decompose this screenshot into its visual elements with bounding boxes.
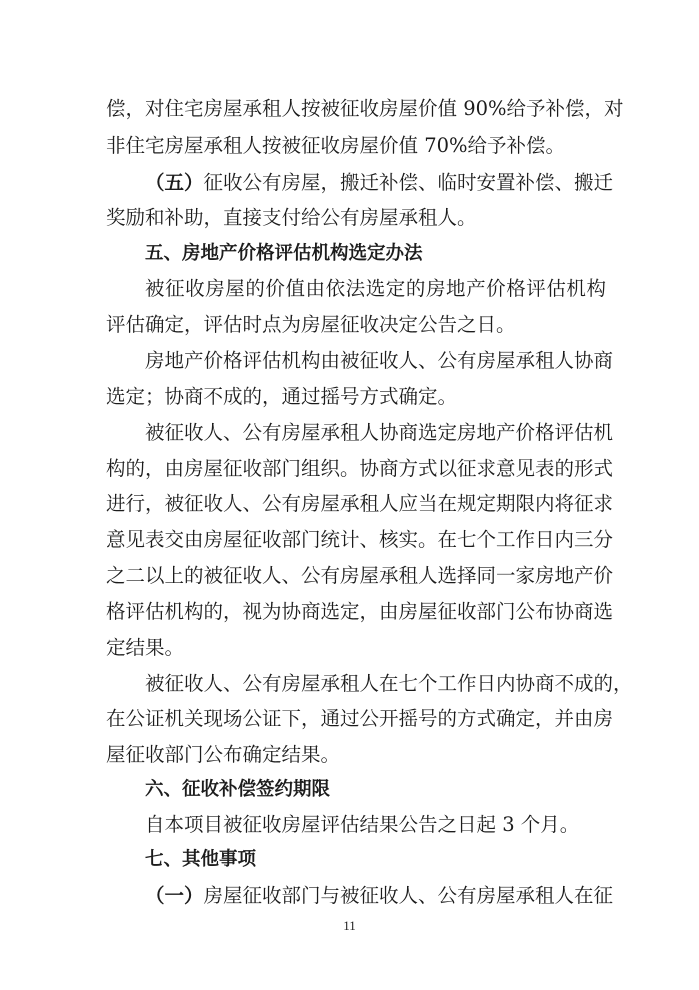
paragraph-line: 偿，对住宅房屋承租人按被征收房屋价值 90%给予补偿，对 — [106, 97, 624, 120]
section-heading-7: 七、其他事项 — [145, 849, 257, 870]
paragraph-line: 意见表交由房屋征收部门统计、核实。在七个工作日内三分 — [106, 528, 614, 551]
page-number: 11 — [343, 918, 356, 933]
item-marker: （五） — [145, 171, 204, 194]
paragraph-line: 评估确定，评估时点为房屋征收决定公告之日。 — [106, 313, 516, 336]
paragraph-line — [145, 883, 614, 909]
section-heading-6: 六、征收补偿签约期限 — [145, 779, 331, 800]
paragraph-line — [145, 170, 614, 196]
paragraph-line: 构的，由房屋征收部门组织。协商方式以征求意见表的形式 — [106, 457, 614, 480]
section-heading-5: 五、房地产价格评估机构选定办法 — [145, 243, 423, 264]
paragraph-line: 奖励和补助，直接支付给公有房屋承租人。 — [106, 206, 477, 229]
paragraph-text: 房屋征收部门与被征收人、公有房屋承租人在征 — [203, 884, 614, 907]
paragraph-text: 征收公有房屋，搬迁补偿、临时安置补偿、搬迁 — [203, 171, 614, 194]
paragraph-line: 被征收人、公有房屋承租人在七个工作日内协商不成的， — [145, 672, 633, 695]
paragraph-line: 定结果。 — [106, 636, 185, 659]
paragraph-line: 在公证机关现场公证下，通过公开摇号的方式确定，并由房 — [106, 707, 614, 730]
paragraph-line: 之二以上的被征收人、公有房屋承租人选择同一家房地产价 — [106, 564, 614, 587]
paragraph-line: 格评估机构的，视为协商选定，由房屋征收部门公布协商选 — [106, 600, 614, 623]
paragraph-line: 非住宅房屋承租人按被征收房屋价值 70%给予补偿。 — [106, 134, 566, 157]
paragraph-line: 进行，被征收人、公有房屋承租人应当在规定期限内将征求 — [106, 492, 614, 515]
item-marker: （一） — [145, 884, 204, 907]
paragraph-line: 选定；协商不成的，通过摇号方式确定。 — [106, 385, 458, 408]
paragraph-line: 自本项目被征收房屋评估结果公告之日起 3 个月。 — [145, 813, 580, 836]
paragraph-line: 被征收人、公有房屋承租人协商选定房地产价格评估机 — [145, 421, 614, 444]
paragraph-line: 屋征收部门公布确定结果。 — [106, 743, 341, 766]
paragraph-line: 房地产价格评估机构由被征收人、公有房屋承租人协商 — [145, 349, 614, 372]
paragraph-line: 被征收房屋的价值由依法选定的房地产价格评估机构 — [145, 277, 606, 300]
